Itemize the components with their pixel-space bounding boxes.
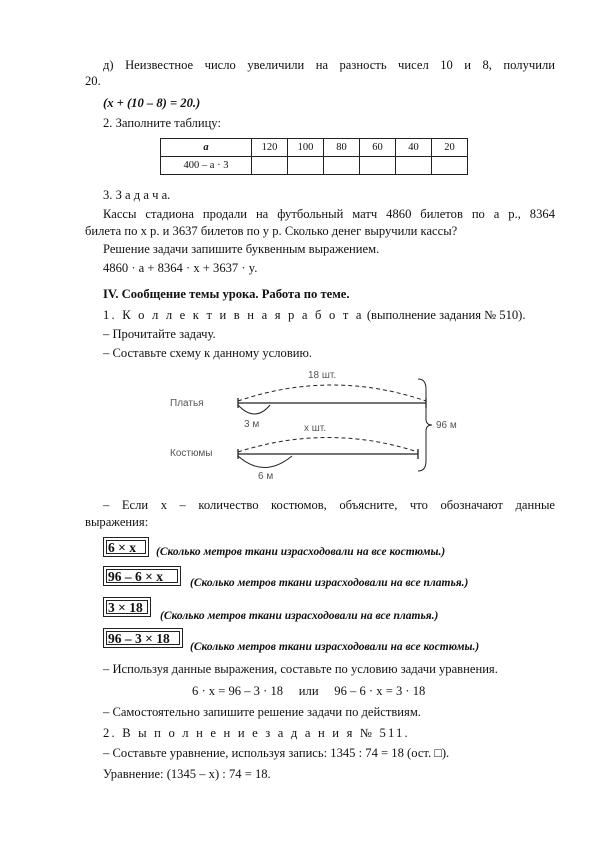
task-d-text: д) Неизвестное число увеличили на разность чисел 10 и 8, получили — [103, 58, 555, 72]
table-empty-cell — [396, 157, 432, 175]
expression-text: 3 × 18 — [108, 600, 143, 615]
collective-work-heading — [103, 308, 526, 323]
task-d-equation: (x + (10 – 8) = 20.) — [103, 96, 201, 110]
expression-box — [103, 537, 149, 557]
table-header-cell: 120 — [252, 139, 288, 157]
table-header-cell: 40 — [396, 139, 432, 157]
dresses-label: Платья — [170, 398, 204, 409]
table-header-cell: а — [161, 139, 252, 157]
expression-text: 96 – 3 × 18 — [108, 631, 170, 646]
table-empty-cell — [252, 157, 288, 175]
suits-count-label: x шт. — [304, 423, 327, 434]
task-3-expression: 4860 · а + 8364 · x + 3637 · y. — [103, 261, 258, 275]
dress-seg-label: 3 м — [244, 419, 260, 430]
dresses-count-label: 18 шт. — [308, 370, 337, 381]
equations-line: 6 · x = 96 – 3 · 18 или 96 – 6 · x = 3 · 18 — [192, 684, 426, 698]
expression-text: 6 × x — [108, 540, 136, 555]
dress-seg-arc — [238, 405, 270, 414]
expression-box-inner — [106, 631, 180, 645]
table-empty-cell — [360, 157, 396, 175]
expression-box — [103, 628, 183, 648]
suits-label: Костюмы — [170, 448, 213, 459]
scheme-diagram — [160, 365, 480, 495]
expression-note: (Сколько метров ткани израсходовали на все платья.) — [160, 610, 439, 622]
instruction-read: – Прочитайте задачу. — [103, 327, 216, 341]
task-d-text-cont: 20. — [85, 74, 101, 88]
expression-note: (Сколько метров ткани израсходовали на все костюмы.) — [156, 546, 446, 558]
dresses-arc — [238, 385, 426, 401]
fill-table — [160, 138, 468, 175]
table-empty-cell — [288, 157, 324, 175]
final-equation: Уравнение: (1345 – x) : 74 = 18. — [103, 767, 271, 781]
suit-seg-label: 6 м — [258, 471, 274, 482]
table-header-cell: 80 — [324, 139, 360, 157]
task-3-instruction: Решение задачи запишите буквенным выражением. — [103, 242, 380, 256]
expression-box-inner — [106, 540, 146, 554]
collective-work-note: (выполнение задания № 510). — [366, 308, 526, 322]
table-header-cell: 20 — [432, 139, 468, 157]
collective-work-title: 1. К о л л е к т и в н а я р а б о т а — [103, 308, 364, 322]
self-solve-instruction: – Самостоятельно запишите решение задачи по действиям. — [103, 705, 421, 719]
table-header-cell: 100 — [288, 139, 324, 157]
table-row-label: 400 – а · 3 — [161, 157, 252, 175]
table-row — [161, 157, 468, 175]
total-brace — [418, 379, 432, 471]
total-label: 96 м — [436, 420, 457, 431]
instruction-scheme: – Составьте схему к данному условию. — [103, 346, 313, 360]
compose-instruction: – Составьте уравнение, используя запись: 1345 : 74 = 18 (ост. □). — [103, 746, 450, 760]
expression-note: (Сколько метров ткани израсходовали на все костюмы.) — [190, 641, 480, 653]
table-header-cell: 60 — [360, 139, 396, 157]
section-4-heading: IV. Сообщение темы урока. Работа по теме. — [103, 287, 350, 301]
table-header-row — [161, 139, 468, 157]
task-3-heading: 3. З а д а ч а. — [103, 188, 171, 202]
suit-seg-arc — [238, 456, 292, 468]
expression-box-inner — [106, 569, 178, 583]
expression-box-inner — [106, 600, 148, 614]
task-3-text: Кассы стадиона продали на футбольный матч 4860 билетов по а р., 8364 — [103, 207, 555, 221]
equations-intro: – Используя данные выражения, составьте по условию задачи уравнения. — [103, 662, 498, 676]
expression-box — [103, 597, 151, 617]
suits-arc — [238, 438, 418, 453]
explain-text: – Если x – количество костюмов, объясните, что обозначают данные — [103, 498, 555, 512]
task-511-heading: 2. В ы п о л н е н и е з а д а н и я № 511. — [103, 726, 410, 740]
task-2-heading: 2. Заполните таблицу: — [103, 116, 221, 130]
expression-text: 96 – 6 × x — [108, 569, 163, 584]
explain-text-cont: выражения: — [85, 515, 149, 529]
table-empty-cell — [432, 157, 468, 175]
task-3-text-cont: билета по x р. и 3637 билетов по y р. Сколько денег выручили кассы? — [85, 224, 458, 238]
expression-note: (Сколько метров ткани израсходовали на все платья.) — [190, 577, 469, 589]
expression-box — [103, 566, 181, 586]
table-empty-cell — [324, 157, 360, 175]
